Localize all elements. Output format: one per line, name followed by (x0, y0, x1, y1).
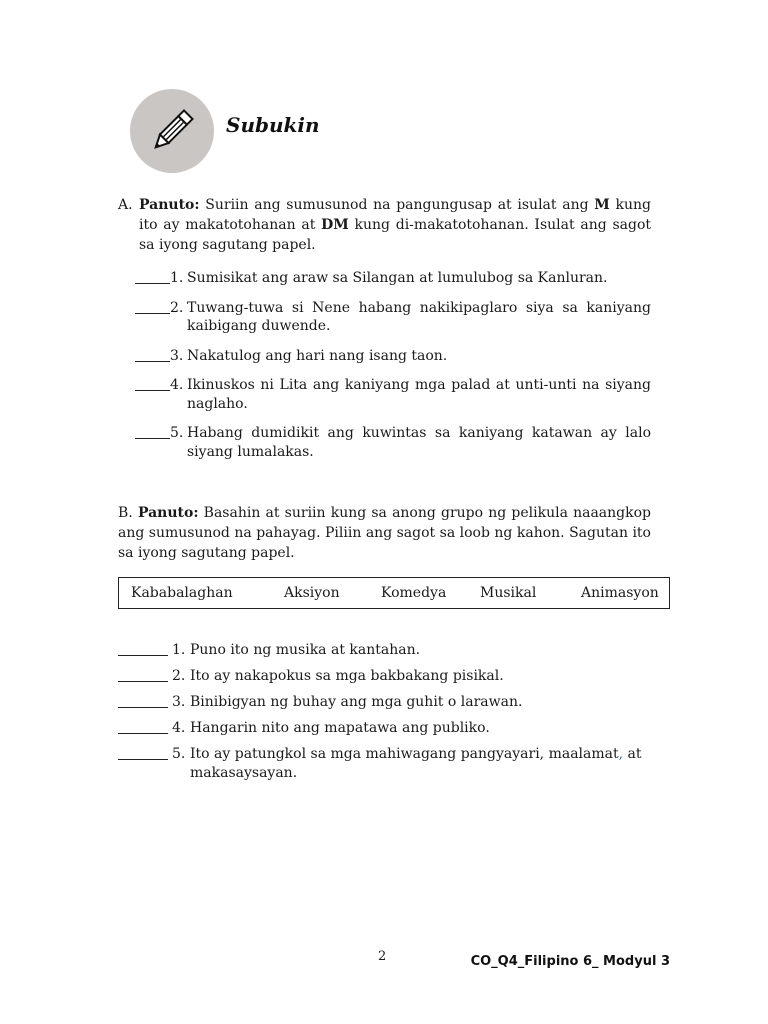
item-number: 3. (172, 694, 186, 710)
item-text-part: Ito ay patungkol sa mga mahiwagang pangyayari, maalamat (190, 746, 619, 762)
answer-blank[interactable] (118, 641, 168, 656)
choice-aksiyon: Aksiyon (284, 585, 340, 601)
list-item (135, 299, 651, 336)
item-number: 4. (170, 377, 184, 393)
item-number: 1. (170, 270, 184, 286)
choice-komedya: Komedya (381, 585, 447, 601)
list-item (118, 719, 658, 738)
instruction-dm: DM (321, 217, 349, 233)
section-b-lead: Panuto: (137, 505, 199, 521)
list-item (118, 667, 658, 686)
answer-blank[interactable] (118, 719, 168, 734)
item-text: Sumisikat ang araw sa Silangan at lumulubog sa Kanluran. (187, 270, 608, 286)
list-item (118, 745, 658, 783)
item-number: 5. (170, 425, 184, 441)
list-item (135, 424, 651, 461)
choice-musikal: Musikal (480, 585, 537, 601)
section-a-letter: A. (118, 197, 133, 213)
choices-box (118, 577, 670, 609)
item-comma: , (618, 746, 624, 762)
answer-blank[interactable] (135, 347, 170, 362)
instruction-text: kung di-makatotohanan. Isulat ang sagot sa iyong sagutang papel. (139, 217, 651, 253)
item-text: Puno ito ng musika at kantahan. (190, 642, 421, 658)
answer-blank[interactable] (118, 667, 168, 682)
section-b-letter: B. (118, 505, 133, 521)
choice-animasyon: Animasyon (581, 585, 659, 601)
instruction-m: M (594, 197, 610, 213)
item-text-part: at makasaysayan. (190, 746, 642, 781)
answer-blank[interactable] (118, 693, 168, 708)
list-item (118, 693, 658, 712)
item-text: Nakatulog ang hari nang isang taon. (187, 347, 448, 364)
item-text: Ito ay nakapokus sa mga bakbakang pisikal. (190, 668, 504, 684)
answer-blank[interactable] (135, 269, 170, 284)
instruction-text: kung ito ay makatotohanan at (139, 197, 651, 233)
section-a-instructions (118, 195, 651, 255)
section-a (118, 195, 651, 472)
page-title: Subukin (226, 113, 320, 137)
section-a-lead: Panuto: (139, 197, 200, 213)
item-number: 2. (172, 668, 186, 684)
item-number: 3. (170, 347, 184, 364)
list-item (118, 641, 658, 660)
list-item (135, 376, 651, 413)
answer-blank[interactable] (135, 376, 170, 391)
item-text: Binibigyan ng buhay ang mga guhit o larawan. (190, 694, 523, 710)
item-number: 5. (172, 746, 186, 762)
item-text: Ikinuskos ni Lita ang kaniyang mga palad at unti-unti na siyang naglaho. (187, 377, 651, 412)
module-code: CO_Q4_Filipino 6_ Modyul 3 (470, 954, 670, 969)
section-b-instructions (118, 503, 651, 563)
section-b-items (118, 641, 658, 790)
item-text: Habang dumidikit ang kuwintas sa kaniyang katawan ay lalo siyang lumalakas. (187, 425, 651, 460)
answer-blank[interactable] (118, 745, 168, 760)
section-a-items (118, 269, 651, 461)
answer-blank[interactable] (135, 424, 170, 439)
item-number: 4. (172, 720, 186, 736)
instruction-text: Basahin at suriin kung sa anong grupo ng pelikula naaangkop ang sumusunod na pahayag. Piliin ang sagot sa loob ng kahon. Sagutan ito sa iyong sagutang papel. (118, 505, 652, 561)
item-text: Tuwang-tuwa si Nene habang nakikipaglaro siya sa kaniyang kaibigang duwende. (187, 299, 651, 334)
choice-kababalaghan: Kababalaghan (131, 585, 233, 601)
list-item (135, 269, 651, 288)
item-number: 2. (170, 299, 184, 316)
item-text (190, 745, 658, 783)
item-text: Hangarin nito ang mapatawa ang publiko. (190, 720, 490, 736)
list-item (135, 347, 651, 366)
pencil-icon (130, 89, 214, 173)
item-number: 1. (172, 642, 186, 658)
answer-blank[interactable] (135, 299, 170, 314)
page-number: 2 (378, 949, 387, 964)
instruction-text: Suriin ang sumusunod na pangungusap at isulat ang (199, 197, 595, 213)
section-b (118, 503, 651, 563)
